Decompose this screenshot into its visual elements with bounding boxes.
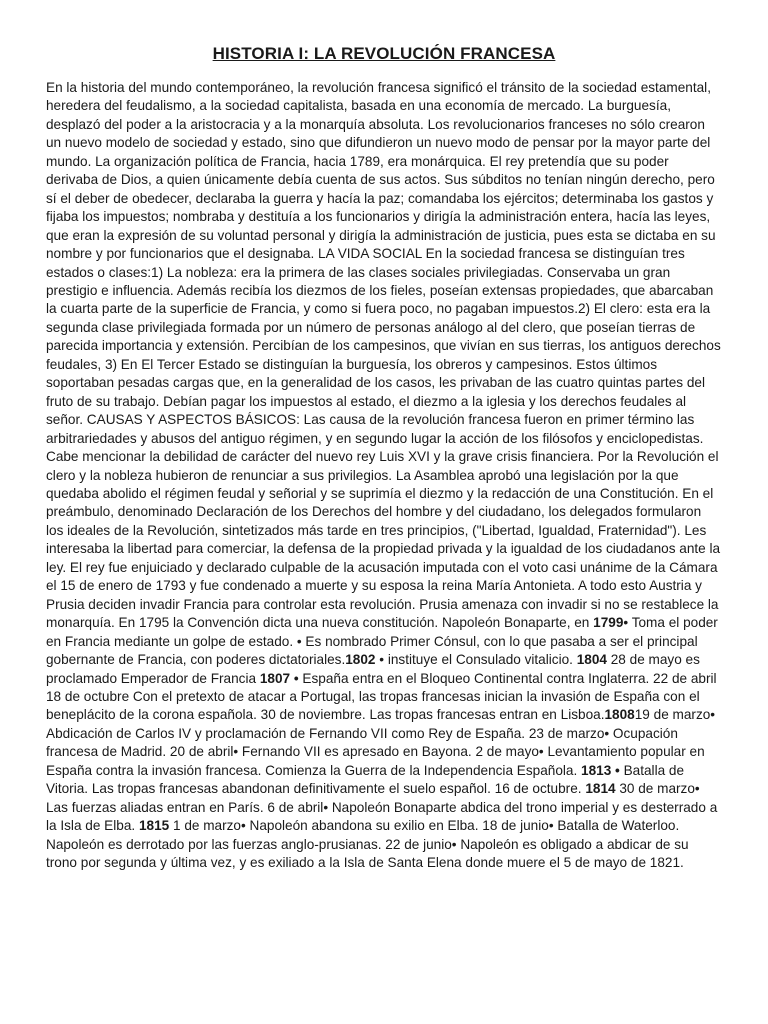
text-segment: España entra en el Bloqueo Continental contra Inglaterra. 22 de abril 18 de octubre Con el pretexto de atacar a Portugal, las tropas francesas inician la invasión de España con el beneplácito de la corona española. 30 de noviembre. Las tropas francesas entran en Lisboa. [46,670,717,723]
text-segment: Batalla de Vitoria. Las tropas francesas abandonan definitivamente el suelo español. 16 de octubre. [46,762,685,797]
bold-year-segment: 1808 [604,707,635,723]
bold-year-segment: 1802 [345,652,376,668]
bold-year-segment: 1799 [593,615,624,631]
document-title: HISTORIA I: LA REVOLUCIÓN FRANCESA [212,44,556,63]
text-segment: 19 de marzo• Abdicación de Carlos IV y proclamación de Fernando VII como Rey de España. 23 de marzo• Ocupación francesa de Madrid. 20 de abril• Fernando VII es apresado en Bayona. 2 de mayo• Levantamiento popular en España contra la invasión francesa. Comienza la Guerra de la Independencia Española. [46,707,716,778]
text-segment: 1 de marzo• Napoleón abandona su exilio en Elba. 18 de junio• Batalla de Waterloo. Napoleón es derrotado por las fuerzas anglo-prusianas. 22 de junio• Napoleón es obligado a abdicar de su trono por segunda y última vez, y es exiliado a la Isla de Santa Elena donde muere el 5 de mayo de 1821. [46,818,689,871]
text-segment: 30 de marzo• Las fuerzas aliadas entran en París. 6 de abril• Napoleón Bonaparte abdica del trono imperial y es desterrado a la Isla de Elba. [46,781,718,834]
text-segment: • Toma el poder en Francia mediante un golpe de estado. • Es nombrado Primer Cónsul, con lo que pasaba a ser el principal gobernante de Francia, con poderes dictatoriales. [46,615,718,668]
bold-year-segment: 1807 • [259,670,299,686]
text-segment: 28 de mayo es proclamado Emperador de Francia [46,652,700,686]
text-segment: • instituye el Consulado vitalicio. [375,652,577,668]
bold-year-segment: 1813 • [581,762,620,778]
document-body [46,79,722,872]
bold-year-segment: 1804 [576,652,607,668]
bold-year-segment: 1815 [138,818,170,834]
text-segment: En la historia del mundo contemporáneo, la revolución francesa significó el tránsito de la sociedad estamental, heredera del feudalismo, a la sociedad capitalista, basada en una economía de mercado. La burguesía, desplazó del poder a la aristocracia y a la monarquía absoluta. Los revolucionarios franceses no sólo crearon un nuevo modelo de sociedad y estado, sino que difundieron un nuevo modo de pensar por la mayor parte del mundo. La organización política de Francia, hacia 1789, era monárquica. El rey pretendía que su poder derivaba de Dios, a quien únicamente debía cuenta de sus actos. Sus súbditos no tenían ningún derecho, pero sí el deber de obedecer, declaraba la guerra y hacía la paz; comandaba los ejércitos; determinaba los gastos y fijaba los impuestos; nombraba y destituía a los funcionarios y dirigía la administración entera, hacía las leyes, que eran la expresión de su voluntad personal y dirigía la administración de justicia, pues esta se dictaba en su nombre y por funcionarios que el designaba. LA VIDA SOCIAL En la sociedad francesa se distinguían tres estados o clases:1) La nobleza: era la primera de las clases sociales privilegiadas. Conservaba un gran prestigio e influencia. Además recibía los diezmos de los fieles, poseían extensas propiedades, que abarcaban la cuarta parte de la superficie de Francia, y como si fuera poco, no pagaban impuestos.2) El clero: esta era la segunda clase privilegiada formada por un número de personas análogo al del clero, que poseían tierras de parecida importancia y extensión. Percibían de los campesinos, que vivían en sus tierras, los antiguos derechos feudales, 3) En El Tercer Estado se distinguían la burguesía, los obreros y campesinos. Estos últimos soportaban pesadas cargas que, en la generalidad de los casos, les privaban de las cuatro quintas partes del fruto de su trabajo. Debían pagar los impuestos al estado, el diezmo a la iglesia y los derechos feudales al señor. CAUSAS Y ASPECTOS BÁSICOS: Las causa de la revolución francesa fueron en primer término las arbitrariedades y abusos del antiguo régimen, y en segundo lugar la acción de los filósofos y enciclopedistas. Cabe mencionar la debilidad de carácter del nuevo rey Luis XVI y la grave crisis financiera. Por la Revolución el clero y la nobleza hubieron de renunciar a sus privilegios. La Asamblea aprobó una legislación por la que quedaba abolido el régimen feudal y señorial y se suprimía el diezmo y la redacción de una Constitución. En el preámbulo, denominado Declaración de los Derechos del hombre y del ciudadano, los delegados formularon los ideales de la Revolución, sintetizados más tarde en tres principios, ("Libertad, Igualdad, Fraternidad"). Les interesaba la libertad para comerciar, la defensa de la propiedad privada y la igualdad de los ciudadanos ante la ley. El rey fue enjuiciado y declarado culpable de la acusación imputada con el voto casi unánime de la Cámara el 15 de enero de 1793 y fue condenado a muerte y su esposa la reina María Antonieta. A todo esto Austria y Prusia deciden invadir Francia para controlar esta revolución. Prusia amenaza con invadir si no se restablece la monarquía. En 1795 la Convención dicta una nueva constitución. Napoleón Bonaparte, en [46,80,721,631]
bold-year-segment: 1814 [585,781,616,797]
